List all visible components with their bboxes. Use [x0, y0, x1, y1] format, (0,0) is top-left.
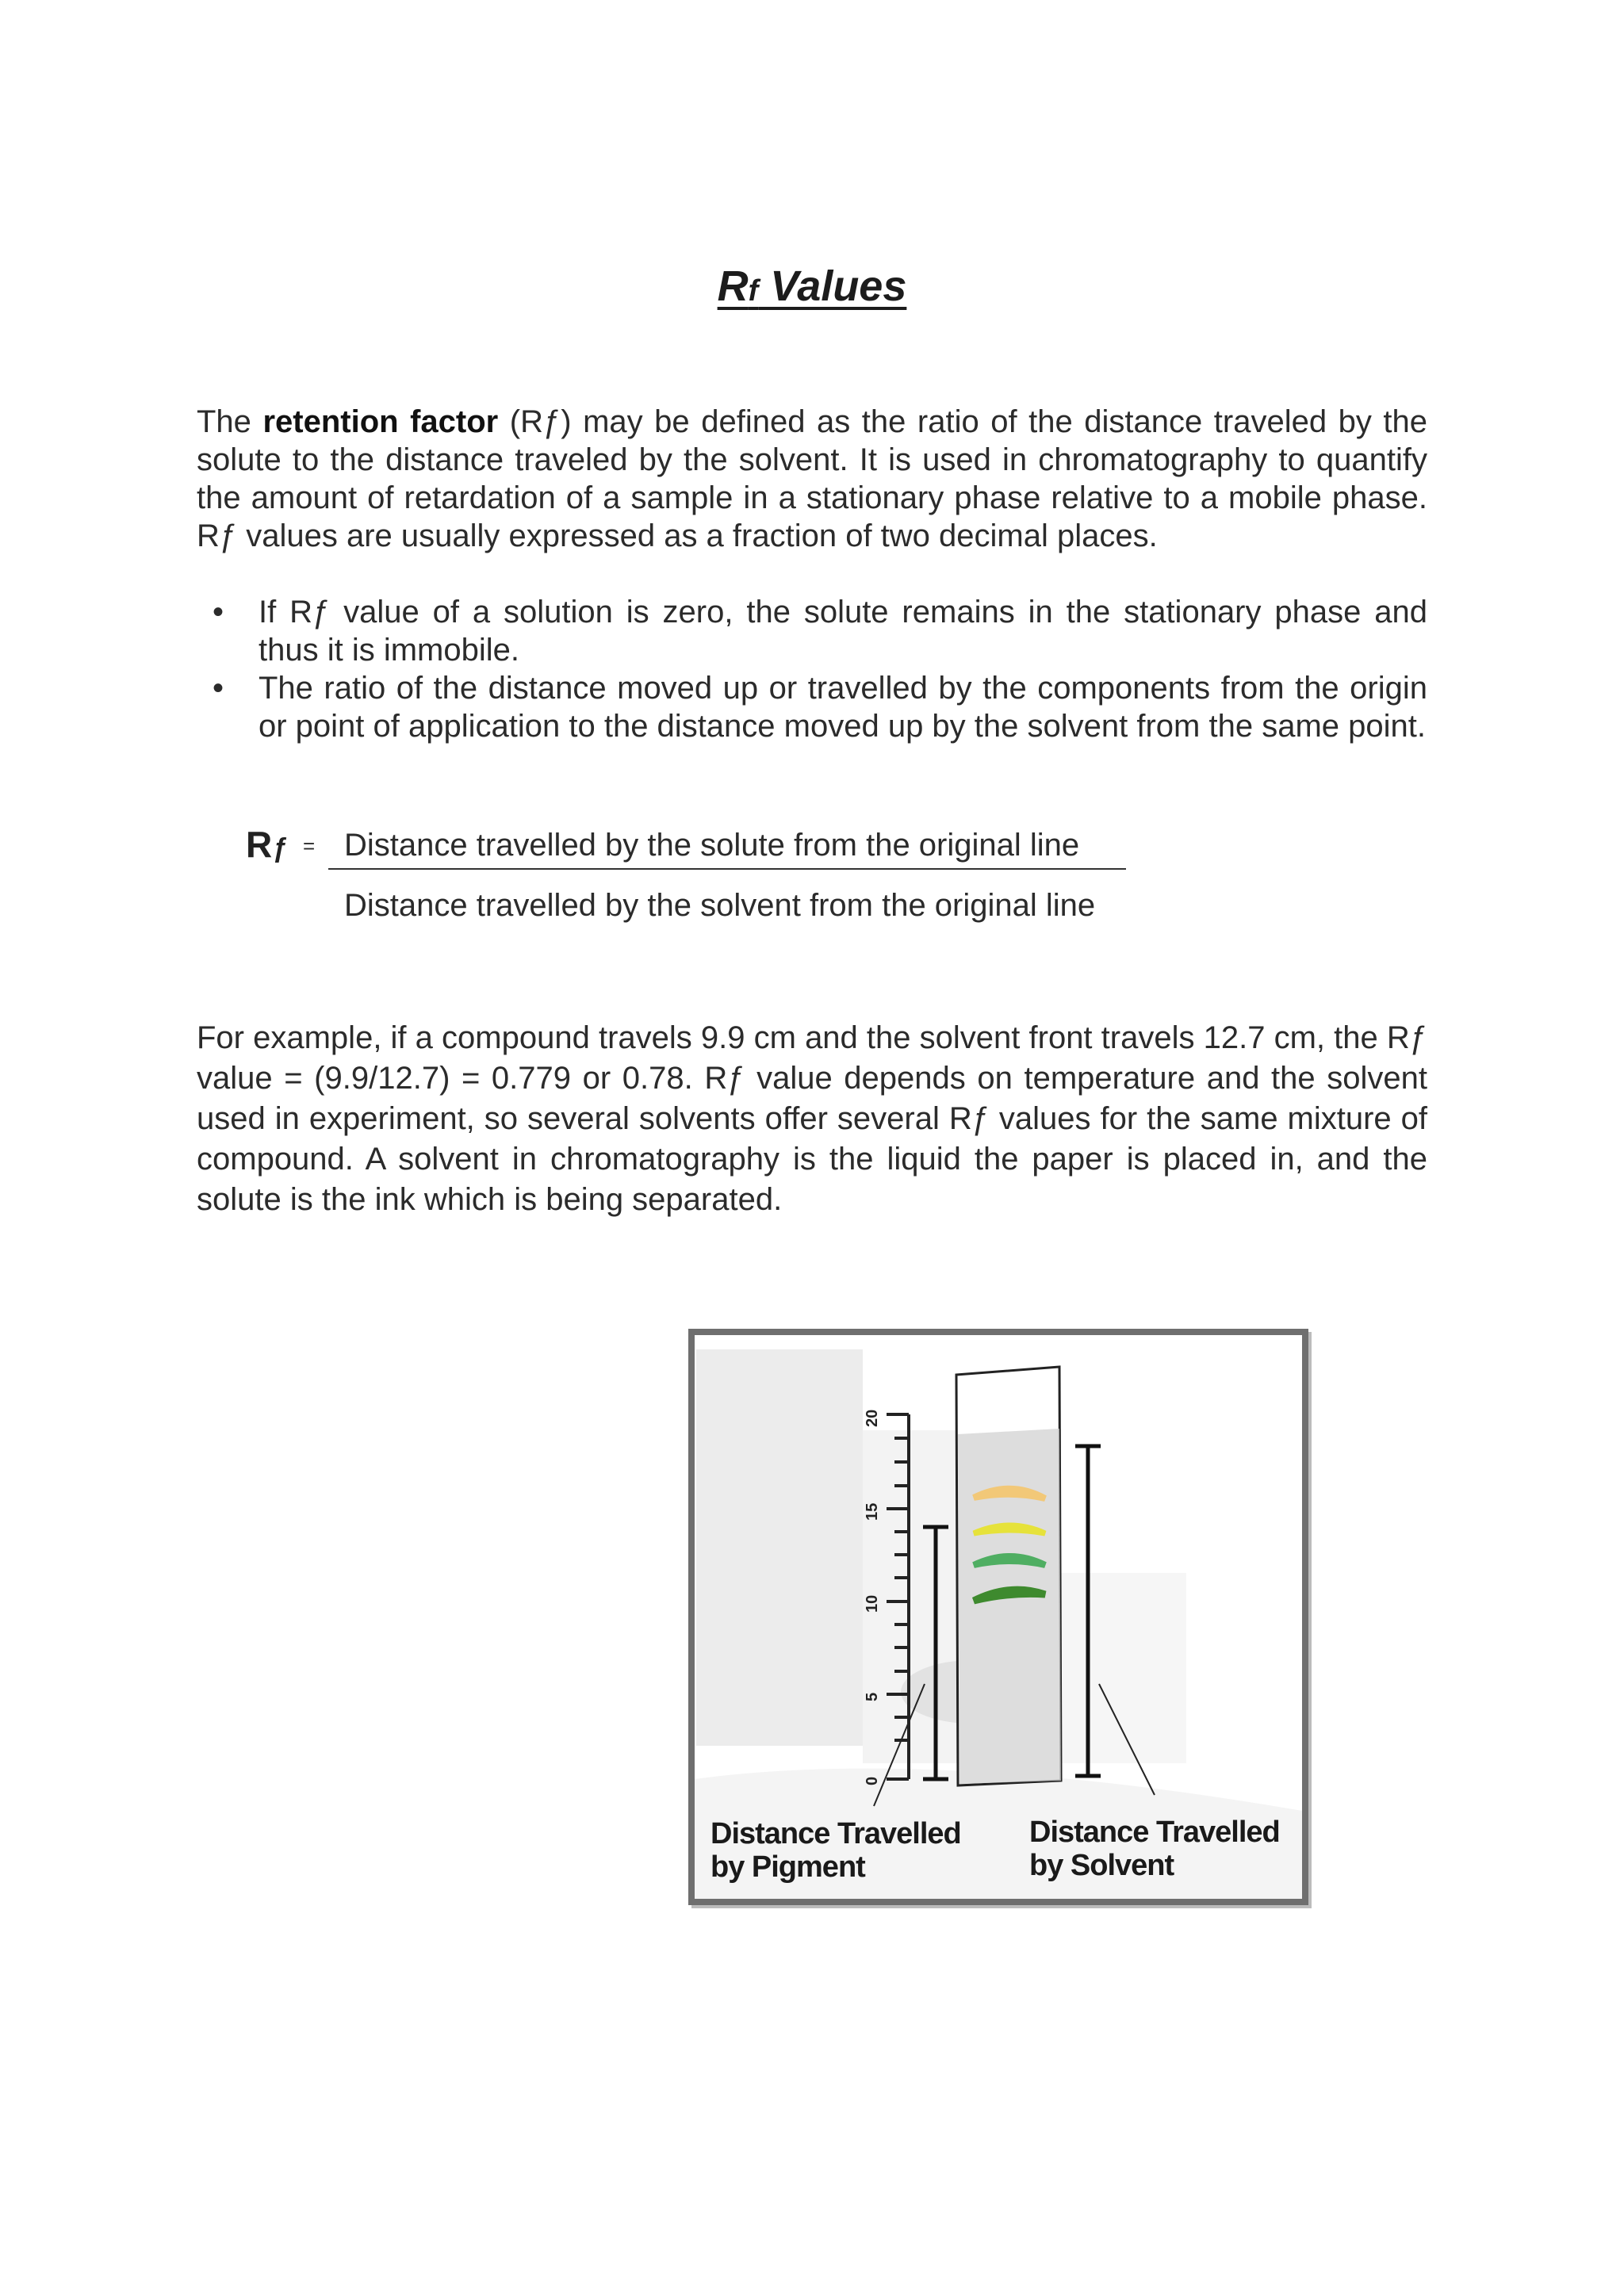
ruler-label-10: 10: [864, 1594, 881, 1613]
chromatography-figure: [688, 1329, 1308, 1905]
pigment-band-yellow: [974, 1525, 1045, 1533]
formula-equals: =: [303, 834, 316, 858]
fraction-bar: [328, 868, 1126, 870]
term-retention-factor: retention factor: [262, 404, 499, 439]
bullet-icon: •: [213, 671, 224, 706]
chromatography-illustration: [695, 1335, 1302, 1899]
caption-pigment: Distance Travelled by Pigment: [710, 1817, 961, 1884]
list-item: • If Rƒ value of a solution is zero, the solute remains in the stationary phase and thus it is immobile.: [213, 595, 1427, 668]
background-photo: [696, 1349, 863, 1746]
ruler-label-20: 20: [864, 1409, 881, 1427]
solvent-wet-region: [958, 1429, 1061, 1784]
pigment-band-green: [974, 1556, 1045, 1565]
formula-lhs: Rƒ: [246, 824, 288, 865]
bullet-icon: •: [213, 595, 224, 629]
ruler-label-0: 0: [864, 1776, 881, 1785]
caption-solvent: Distance Travelled by Solvent: [1029, 1816, 1280, 1882]
pigment-band-orange: [974, 1489, 1045, 1498]
ruler-label-5: 5: [864, 1692, 881, 1701]
page-title: Rf Values: [717, 262, 907, 310]
ruler-label-15: 15: [864, 1502, 881, 1521]
example-paragraph: For example, if a compound travels 9.9 cm and the solvent front travels 12.7 cm, the Rƒ value = (9.9/12.7) = 0.779 or 0.78. Rƒ value depends on temperature and the solvent used in experiment, so several solvents offer several Rƒ values for the same mixture of compound. A solvent in chromatography is the liquid the paper is placed in, and the solute is the ink which is being separated.: [197, 1020, 1427, 1217]
formula-numerator: Distance travelled by the solute from the original line: [344, 828, 1080, 863]
bullet-list: [197, 593, 1427, 745]
rf-formula: [246, 823, 1134, 934]
list-item: • The ratio of the distance moved up or travelled by the components from the origin or point of application to the distance moved up by the solvent from the same point.: [213, 671, 1427, 744]
intro-paragraph: The retention factor (Rƒ) may be defined as the ratio of the distance traveled by the solute to the distance traveled by the solvent. It is used in chromatography to quantify the amount of retardation of a sample in a stationary phase relative to a mobile phase. Rƒ values are usually expressed as a fraction of two decimal places.: [197, 404, 1427, 553]
formula-denominator: Distance travelled by the solvent from the original line: [344, 888, 1096, 923]
